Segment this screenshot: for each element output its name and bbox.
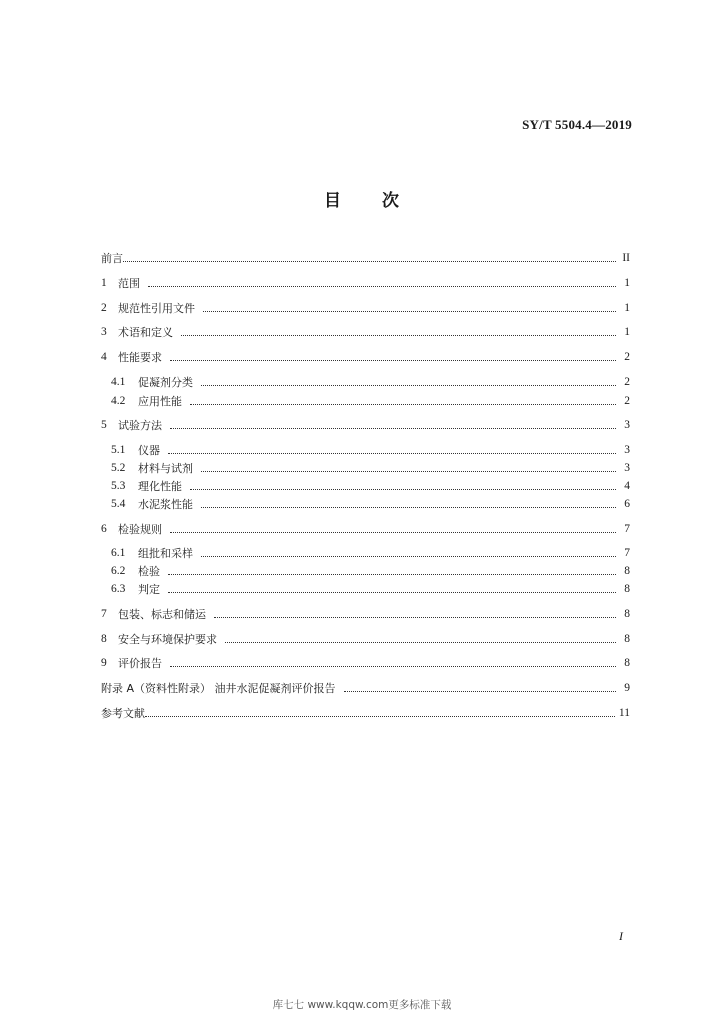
- toc-label: 附录 A（资料性附录） 油井水泥促凝剂评价报告: [101, 682, 336, 695]
- toc-entry-appendix-a[interactable]: [101, 678, 630, 698]
- toc-page: 8: [624, 583, 630, 595]
- toc-entry-4-2[interactable]: [111, 391, 630, 411]
- toc-number: 6.2: [111, 565, 126, 577]
- toc-label: 仪器: [138, 444, 160, 457]
- toc-label: 试验方法: [118, 419, 162, 432]
- toc-page: 7: [624, 523, 630, 535]
- toc-number: 6: [101, 523, 107, 535]
- page-number: I: [619, 929, 623, 943]
- toc-entry-4-1[interactable]: [111, 372, 630, 392]
- toc-number: 4.2: [111, 395, 126, 407]
- toc-number: 5.4: [111, 498, 126, 510]
- toc-entry-8[interactable]: [101, 629, 630, 649]
- toc-number: 7: [101, 608, 107, 620]
- toc-entry-4[interactable]: [101, 347, 630, 367]
- toc-entry-bibliography[interactable]: [101, 703, 630, 723]
- toc-leader: [170, 428, 616, 429]
- toc-number: 1: [101, 277, 107, 289]
- toc-leader: [168, 592, 616, 593]
- toc-label: 检验规则: [118, 523, 162, 536]
- toc-label: 判定: [138, 583, 160, 596]
- toc-label: 性能要求: [118, 351, 162, 364]
- toc-leader: [201, 471, 616, 472]
- toc-entry-5-2[interactable]: [111, 458, 630, 478]
- toc-label: 评价报告: [118, 657, 162, 670]
- toc-number: 4: [101, 351, 107, 363]
- toc-label: 理化性能: [138, 480, 182, 493]
- page-title: [0, 186, 724, 211]
- toc-page: 6: [624, 498, 630, 510]
- toc-label: 促凝剂分类: [138, 376, 193, 389]
- toc-label: 术语和定义: [118, 326, 173, 339]
- toc-entry-1[interactable]: [101, 273, 630, 293]
- toc-leader: [201, 507, 616, 508]
- toc-number: 6.3: [111, 583, 126, 595]
- toc-entry-6-1[interactable]: [111, 543, 630, 563]
- toc-leader: [170, 360, 616, 361]
- toc-leader: [225, 642, 616, 643]
- toc-page: 3: [624, 462, 630, 474]
- toc-entry-2[interactable]: [101, 298, 630, 318]
- standard-code: SY/T 5504.4—2019: [522, 117, 632, 132]
- toc-page: 11: [618, 707, 630, 719]
- toc-page: 2: [624, 395, 630, 407]
- toc-leader: [190, 489, 616, 490]
- toc-page: 9: [624, 682, 630, 694]
- toc-entry-7[interactable]: [101, 604, 630, 624]
- toc-leader: [214, 617, 616, 618]
- toc-number: 4.1: [111, 376, 126, 388]
- toc-leader: [181, 335, 616, 336]
- toc-label: 材料与试剂: [138, 462, 193, 475]
- toc-number: 8: [101, 633, 107, 645]
- toc-page: II: [622, 252, 630, 264]
- toc-number: 9: [101, 657, 107, 669]
- toc-page: 3: [624, 444, 630, 456]
- toc-entry-5-4[interactable]: [111, 494, 630, 514]
- toc-label: 范围: [118, 277, 140, 290]
- toc-leader: [168, 453, 616, 454]
- toc-number: 5.2: [111, 462, 126, 474]
- toc-leader: [148, 286, 616, 287]
- toc-label: 水泥浆性能: [138, 498, 193, 511]
- toc-entry-5[interactable]: [101, 415, 630, 435]
- toc-leader: [190, 404, 616, 405]
- toc-page: 2: [624, 376, 630, 388]
- toc-leader: [344, 691, 616, 692]
- toc-page: 8: [624, 657, 630, 669]
- toc-number: 5.1: [111, 444, 126, 456]
- toc-label: 组批和采样: [138, 547, 193, 560]
- toc-page: 8: [624, 608, 630, 620]
- toc-entry-3[interactable]: [101, 322, 630, 342]
- toc-number: 5: [101, 419, 107, 431]
- toc-number: 2: [101, 302, 107, 314]
- watermark-text: 库七七 www.kqqw.com更多标准下载: [272, 999, 452, 1011]
- toc-leader: [170, 666, 616, 667]
- toc-page: 8: [624, 565, 630, 577]
- toc-leader: [201, 385, 616, 386]
- toc-page: 8: [624, 633, 630, 645]
- toc-number: 5.3: [111, 480, 126, 492]
- toc-entry-5-3[interactable]: [111, 476, 630, 496]
- toc-page: 7: [624, 547, 630, 559]
- toc-leader: [145, 716, 615, 717]
- page-title-char-1: 目: [324, 191, 342, 211]
- toc-page: 1: [624, 277, 630, 289]
- toc-label: 应用性能: [138, 395, 182, 408]
- toc-page: 4: [624, 480, 630, 492]
- toc-leader: [201, 556, 616, 557]
- toc-label: 前言: [101, 252, 123, 265]
- toc-label: 参考文献: [101, 707, 145, 720]
- page-title-char-2: 次: [382, 191, 400, 211]
- toc-entry-6-2[interactable]: [111, 561, 630, 581]
- toc-entry-6-3[interactable]: [111, 579, 630, 599]
- toc-leader: [168, 574, 616, 575]
- toc-label: 安全与环境保护要求: [118, 633, 217, 646]
- toc-label: 检验: [138, 565, 160, 578]
- toc-leader: [170, 532, 616, 533]
- toc-leader: [123, 261, 616, 262]
- toc-entry-5-1[interactable]: [111, 440, 630, 460]
- toc-label: 包装、标志和储运: [118, 608, 206, 621]
- toc-label: 规范性引用文件: [118, 302, 195, 315]
- toc-page: 1: [624, 326, 630, 338]
- toc-page: 1: [624, 302, 630, 314]
- toc-number: 6.1: [111, 547, 126, 559]
- toc-entry-6[interactable]: [101, 519, 630, 539]
- toc-leader: [203, 311, 616, 312]
- toc-page: 3: [624, 419, 630, 431]
- toc-entry-9[interactable]: [101, 653, 630, 673]
- toc-page: 2: [624, 351, 630, 363]
- toc-entry-foreword[interactable]: [101, 248, 630, 268]
- toc-number: 3: [101, 326, 107, 338]
